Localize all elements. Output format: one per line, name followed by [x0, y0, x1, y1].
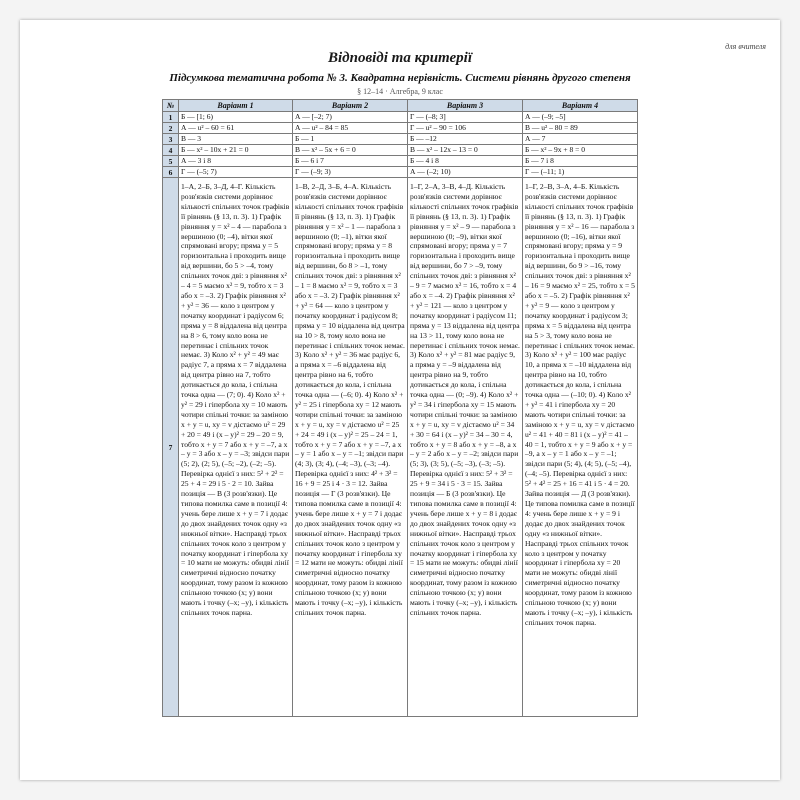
table-cell: А — (–2; 10) [408, 167, 523, 178]
table-cell: Б — x² – 9x + 8 = 0 [523, 145, 638, 156]
solution-cell-variant-2: 1–В, 2–Д, 3–Б, 4–А. Кількість розв'язків системи дорівнює кількості спільних точок графіків її рівнянь (§ 13, п. 3). 1) Графік рівняння y = x² – 1 — парабола з вершиною (0; –1), вітки якої спрямовані вгору; пряма y = 8 горизонтальна і проходить вище від вершини, бо 8 > –1, тому спільних точок дві: з рівняння x² – 1 = 8 маємо x² = 9, тобто x = 3 або x = –3. 2) Графік рівняння x² + y² = 64 — коло з центром у початку координат і радіусом 8; пряма y = 10 віддалена від центра на 10 > 8, тому коло вона не перетинає і спільних точок немає. 3) Коло x² + y² = 36 має радіус 6, а пряма x = –6 віддалена від центра рівно на 6, тобто дотикається до кола, і спільна точка одна — (–6; 0). 4) Коло x² + y² = 25 і гіпербола xy = 12 мають чотири спільні точки: за заміною x + y = u, xy = v дістаємо u² = 25 + 24 = 49 і (x – y)² = 25 – 24 = 1, тобто x + y = 7 або x + y = –7, а x – y = 1 або x – y = –1; звідси пари (4; 3), (3; 4), (–4; –3), (–3; –4). Перевірка однієї з них: 4² + 3² = 16 + 9 = 25 і 4 · 3 = 12. Зайва позиція — Г (3 розв'язки). Це типова помилка саме в позиції 4: учень бере лише x + y = 7 і додає до двох знайдених точок одну «з нижньої вітки». Насправді трьох спільних точок коло з центром у початку координат і гіпербола xy = 12 мати не можуть: обидві лінії симетричні відносно початку координат, тому разом із кожною спільною точкою (x; y) вони мають і точку (–x; –y), і кількість спільних точок парна. [293, 178, 408, 717]
row-number: 3 [163, 134, 179, 145]
table-row [163, 156, 638, 167]
document-page [20, 20, 780, 780]
header-variant-2: Варіант 2 [293, 100, 408, 112]
table-cell: Г — (–8; 3] [408, 112, 523, 123]
table-cell: Б — –12 [408, 134, 523, 145]
table-cell: В — x² – 12x – 13 = 0 [408, 145, 523, 156]
table-cell: А — (–9; –5] [523, 112, 638, 123]
solution-cell-variant-4: 1–Г, 2–В, 3–А, 4–Б. Кількість розв'язків системи дорівнює кількості спільних точок графіків її рівнянь (§ 13, п. 3). 1) Графік рівняння y = x² – 16 — парабола з вершиною (0; –16), вітки якої спрямовані вгору; пряма y = 9 горизонтальна і проходить вище від вершини, бо 9 > –16, тому спільних точок дві: з рівняння x² – 16 = 9 маємо x² = 25, тобто x = 5 або x = –5. 2) Графік рівняння x² + y² = 9 — коло з центром у початку координат і радіусом 3; пряма x = 5 віддалена від центра на 5 > 3, тому коло вона не перетинає і спільних точок немає. 3) Коло x² + y² = 100 має радіус 10, а пряма x = –10 віддалена від центра рівно на 10, тобто дотикається до кола, і спільна точка одна — (–10; 0). 4) Коло x² + y² = 41 і гіпербола xy = 20 мають чотири спільні точки: за заміною x + y = u, xy = v дістаємо u² = 41 + 40 = 81 і (x – y)² = 41 – 40 = 1, тобто x + y = 9 або x + y = –9, а x – y = 1 або x – y = –1; звідси пари (5; 4), (4; 5), (–5; –4), (–4; –5). Перевірка однієї з них: 5² + 4² = 25 + 16 = 41 і 5 · 4 = 20. Зайва позиція — Д (3 розв'язки). Це типова помилка саме в позиції 4: учень бере лише x + y = 9 і додає до двох знайдених точок одну «з нижньої вітки». Насправді трьох спільних точок коло з центром у початку координат і гіпербола xy = 20 мати не можуть: обидві лінії симетричні відносно початку координат, тому разом із кожною спільною точкою (x; y) вони мають і точку (–x; –y), і кількість спільних точок парна. [523, 178, 638, 717]
solution-cell-variant-3: 1–Г, 2–А, 3–В, 4–Д. Кількість розв'язків системи дорівнює кількості спільних точок графіків її рівнянь (§ 13, п. 3). 1) Графік рівняння y = x² – 9 — парабола з вершиною (0; –9), вітки якої спрямовані вгору; пряма y = 7 горизонтальна і проходить вище від вершини, бо 7 > –9, тому спільних точок дві: з рівняння x² – 9 = 7 маємо x² = 16, тобто x = 4 або x = –4. 2) Графік рівняння x² + y² = 121 — коло з центром у початку координат і радіусом 11; пряма y = 13 віддалена від центра на 13 > 11, тому коло вона не перетинає і спільних точок немає. 3) Коло x² + y² = 81 має радіус 9, а пряма y = –9 віддалена від центра рівно на 9, тобто дотикається до кола, і спільна точка одна — (0; –9). 4) Коло x² + y² = 34 і гіпербола xy = 15 мають чотири спільні точки: за заміною x + y = u, xy = v дістаємо u² = 34 + 30 = 64 і (x – y)² = 34 – 30 = 4, тобто x + y = 8 або x + y = –8, а x – y = 2 або x – y = –2; звідси пари (5; 3), (3; 5), (–5; –3), (–3; –5). Перевірка однієї з них: 5² + 3² = 25 + 9 = 34 і 5 · 3 = 15. Зайва позиція — Б (3 розв'язки). Це типова помилка саме в позиції 4: учень бере лише x + y = 8 і додає до двох знайдених точок одну «з нижньої вітки». Насправді трьох спільних точок коло з центром у початку координат і гіпербола xy = 15 мати не можуть: обидві лінії симетричні відносно початку координат, тому разом із кожною спільною точкою (x; y) вони мають і точку (–x; –y), і кількість спільних точок парна. [408, 178, 523, 717]
table-cell: Г — u² – 90 = 106 [408, 123, 523, 134]
table-row [163, 145, 638, 156]
table-row [163, 112, 638, 123]
row-number: 1 [163, 112, 179, 123]
table-row [163, 167, 638, 178]
header-variant-4: Варіант 4 [523, 100, 638, 112]
table-cell: В — x² – 5x + 6 = 0 [293, 145, 408, 156]
table-cell: А — [–2; 7) [293, 112, 408, 123]
table-row [163, 123, 638, 134]
row-number: 2 [163, 123, 179, 134]
table-cell: Б — 4 і 8 [408, 156, 523, 167]
row-number: 4 [163, 145, 179, 156]
answers-table [162, 99, 638, 717]
header-number: № [163, 100, 179, 112]
table-cell: Б — 6 і 7 [293, 156, 408, 167]
table-header-row [163, 100, 638, 112]
section-reference: § 12–14 · Алгебра, 9 клас [357, 87, 443, 96]
row-number: 5 [163, 156, 179, 167]
table-cell: А — u² – 60 = 61 [179, 123, 293, 134]
table-cell: А — 7 [523, 134, 638, 145]
teacher-note: для вчителя [725, 42, 766, 51]
header-variant-3: Варіант 3 [408, 100, 523, 112]
table-cell: В — 3 [179, 134, 293, 145]
page-title: Відповіді та критерії [327, 50, 472, 66]
table-cell: А — u² – 84 = 85 [293, 123, 408, 134]
table-cell: Б — x² – 10x + 21 = 0 [179, 145, 293, 156]
table-cell: Б — 7 і 8 [523, 156, 638, 167]
row-number: 7 [163, 178, 179, 717]
header-variant-1: Варіант 1 [179, 100, 293, 112]
table-cell: Б — 1 [293, 134, 408, 145]
page-subtitle: Підсумкова тематична робота № 3. Квадратна нерівність. Системи рівнянь другого степеня [169, 72, 631, 84]
table-cell: Г — (–11; 1) [523, 167, 638, 178]
table-row [163, 134, 638, 145]
table-cell: Г — (–5; 7) [179, 167, 293, 178]
table-cell: В — u² – 80 = 89 [523, 123, 638, 134]
row-number: 6 [163, 167, 179, 178]
table-cell: Г — (–9; 3) [293, 167, 408, 178]
table-cell: А — 3 і 8 [179, 156, 293, 167]
table-cell: Б — [1; 6) [179, 112, 293, 123]
table-row [163, 178, 638, 717]
solution-cell-variant-1: 1–А, 2–Б, 3–Д, 4–Г. Кількість розв'язків системи дорівнює кількості спільних точок графіків її рівнянь (§ 13, п. 3). 1) Графік рівняння y = x² – 4 — парабола з вершиною (0; –4), вітки якої спрямовані вгору; пряма y = 5 горизонтальна і проходить вище від вершини, бо 5 > –4, тому спільних точок дві: з рівняння x² – 4 = 5 маємо x² = 9, тобто x = 3 або x = –3. 2) Графік рівняння x² + y² = 36 — коло з центром у початку координат і радіусом 6; пряма y = 8 віддалена від центра на 8 > 6, тому коло вона не перетинає і спільних точок немає. 3) Коло x² + y² = 49 має радіус 7, а пряма x = 7 віддалена від центра рівно на 7, тобто дотикається до кола, і спільна точка одна — (7; 0). 4) Коло x² + y² = 29 і гіпербола xy = 10 мають чотири спільні точки: за заміною x + y = u, xy = v дістаємо u² = 29 + 20 = 49 і (x – y)² = 29 – 20 = 9, тобто x + y = 7 або x + y = –7, а x – y = 3 або x – y = –3; звідси пари (5; 2), (2; 5), (–5; –2), (–2; –5). Перевірка однієї з них: 5² + 2² = 25 + 4 = 29 і 5 · 2 = 10. Зайва позиція — В (3 розв'язки). Це типова помилка саме в позиції 4: учень бере лише x + y = 7 і додає до двох знайдених точок одну «з нижньої вітки». Насправді трьох спільних точок коло з центром у початку координат і гіпербола xy = 10 мати не можуть: обидві лінії симетричні відносно початку координат, тому разом із кожною спільною точкою (x; y) вони мають і точку (–x; –y), і кількість спільних точок парна. [179, 178, 293, 717]
